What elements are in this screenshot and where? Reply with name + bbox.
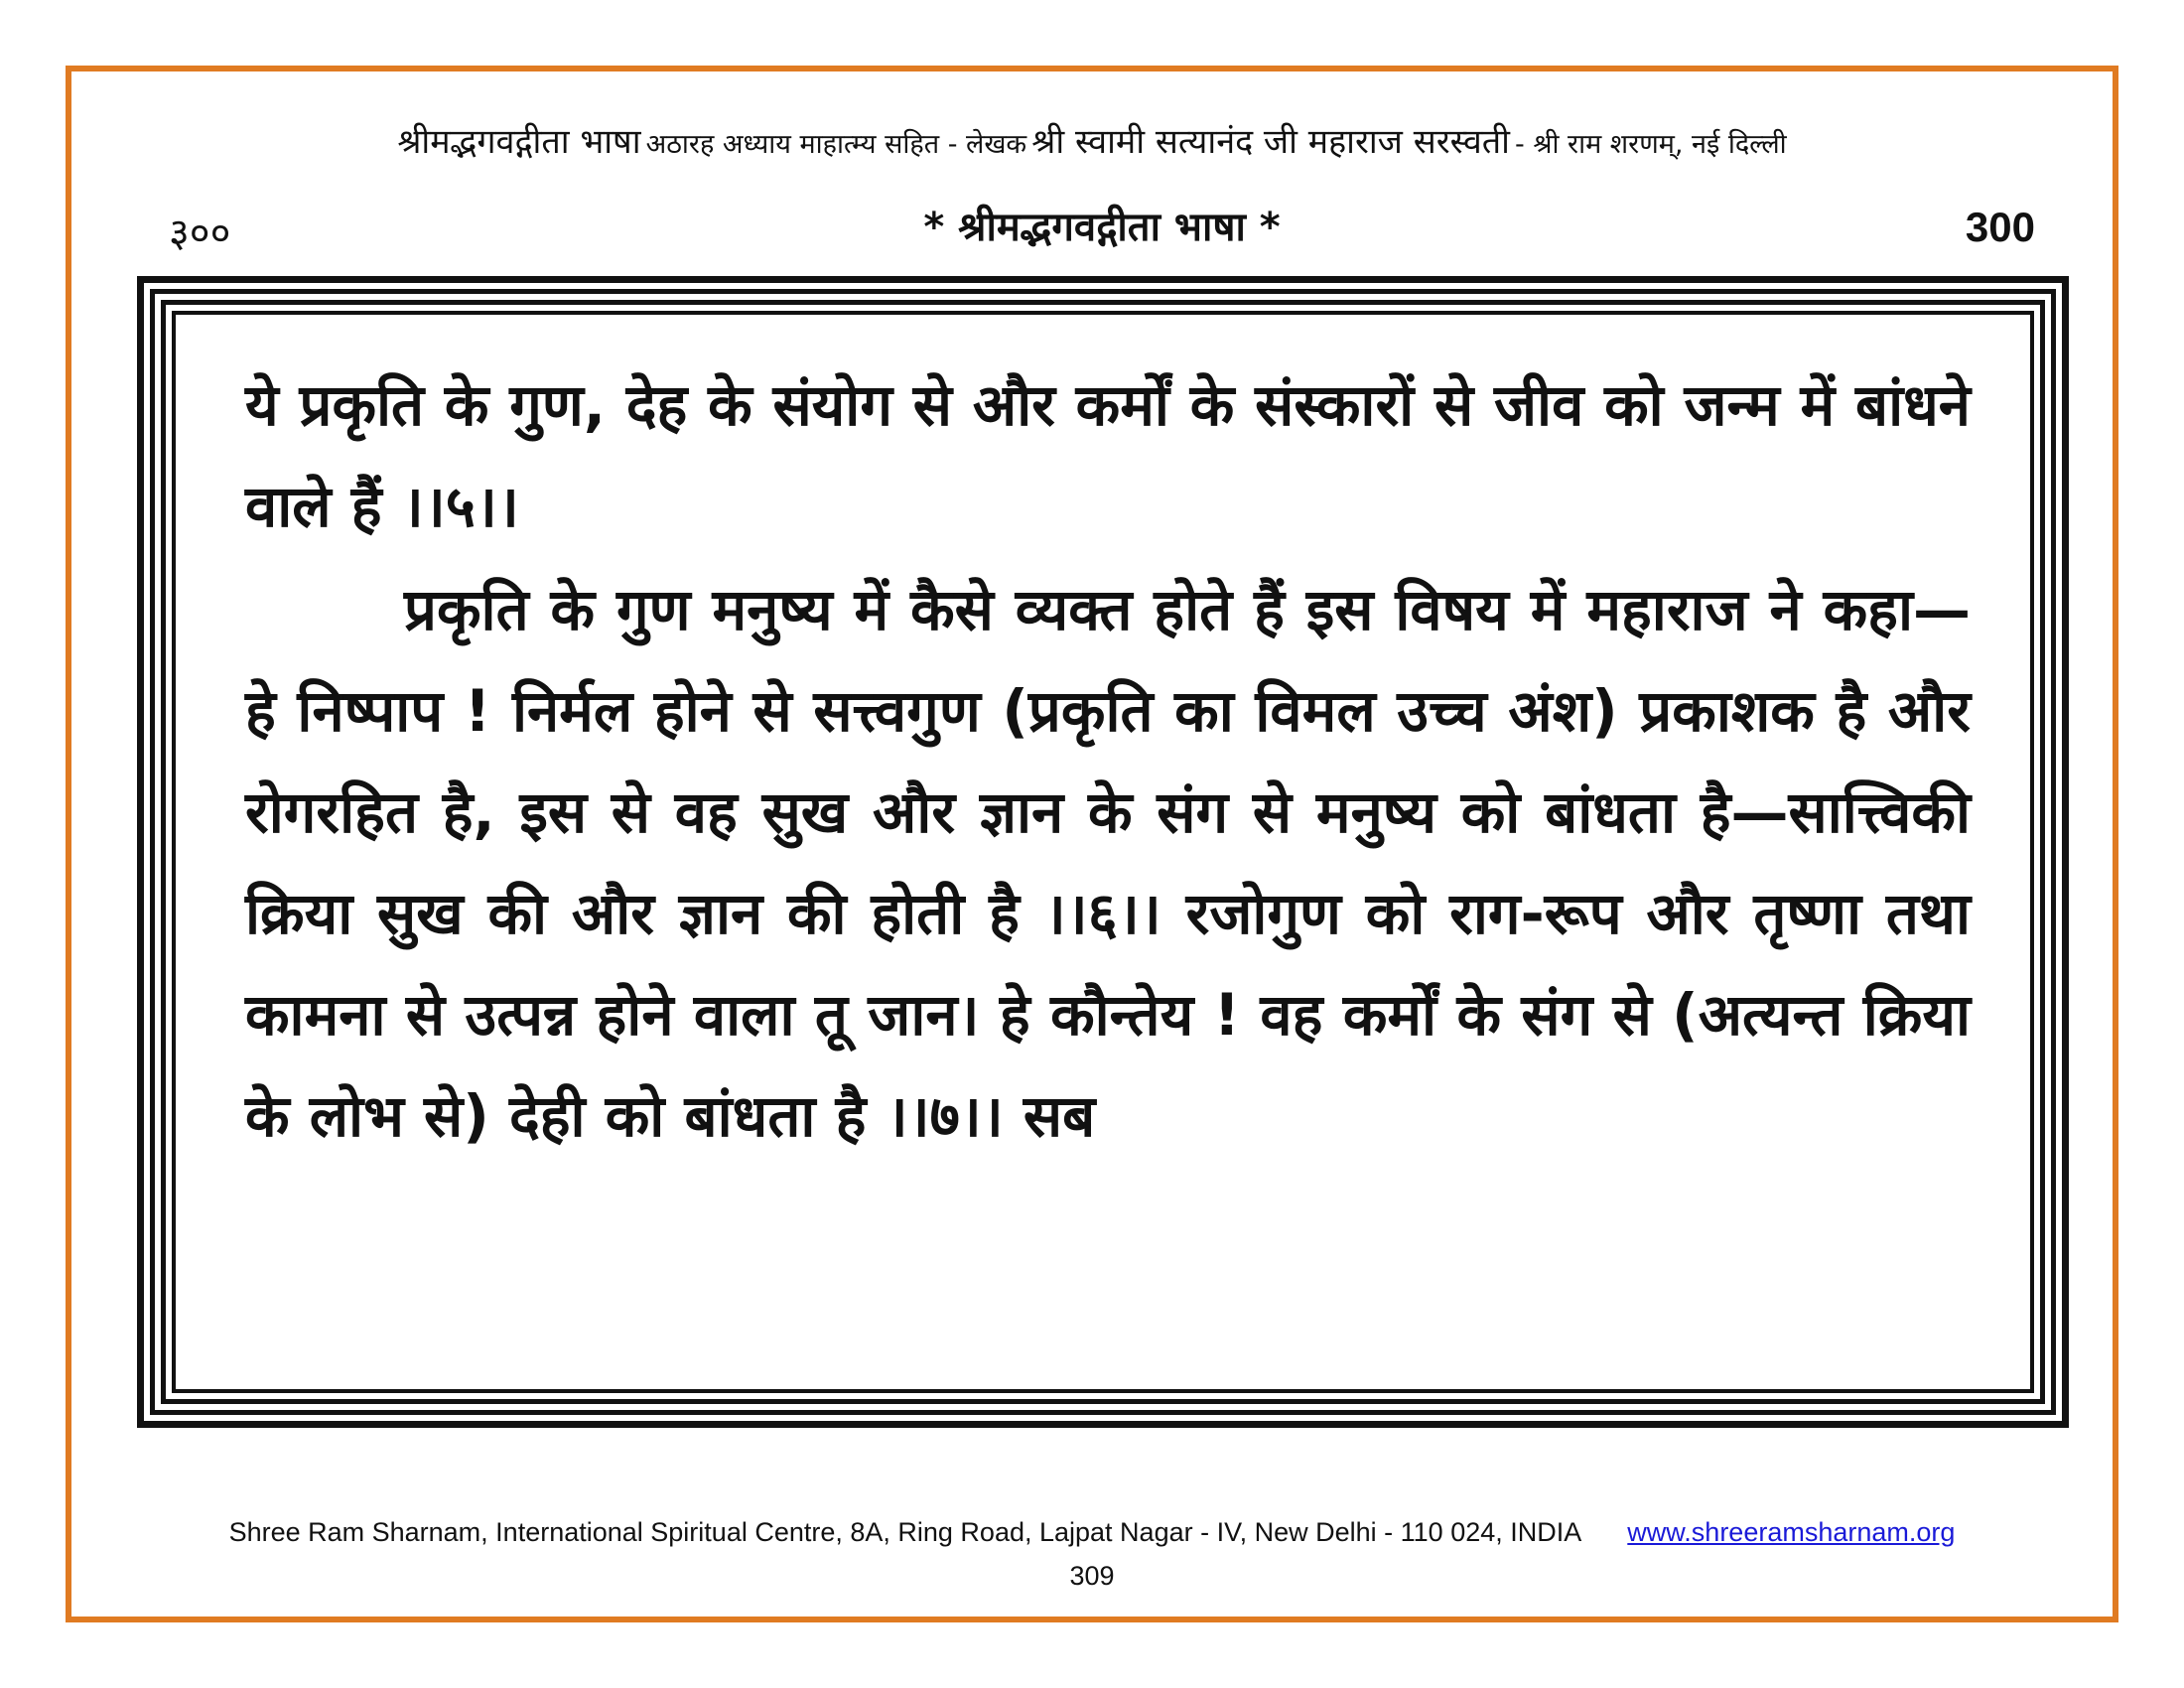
running-title: * श्रीमद्भगवद्गीता भाषा * — [923, 205, 1281, 250]
book-title: श्रीमद्भगवद्गीता भाषा — [397, 122, 641, 162]
footer-address: Shree Ram Sharnam, International Spiritual Centre, 8A, Ring Road, Lajpat Nagar - IV, New Delhi - 110 024, INDIA — [228, 1517, 1580, 1547]
text-box — [172, 311, 2034, 1393]
book-publisher: - श्री राम शरणम्, नई दिल्ली — [1515, 129, 1787, 160]
footer — [129, 1517, 2055, 1548]
running-head — [169, 194, 2035, 256]
page-number-arabic: 300 — [1965, 204, 2035, 250]
book-author: श्री स्वामी सत्यानंद जी महाराज सरस्वती — [1031, 122, 1510, 162]
book-subtitle: अठारह अध्याय माहात्म्य सहित - लेखक — [645, 129, 1027, 160]
page-number: 309 — [1069, 1561, 1115, 1591]
book-header — [129, 117, 2055, 163]
website-link[interactable]: www.shreeramsharnam.org — [1627, 1517, 1956, 1547]
text-box-border — [137, 276, 2069, 1428]
paragraph-1: ये प्रकृति के गुण, देह के संयोग से और कर्मों के संस्कारों से जीव को जन्म में बांधने वाले हैं ।।५।। — [245, 371, 1971, 540]
page-number-devanagari: ३०० — [169, 211, 231, 256]
paragraph-2: प्रकृति के गुण मनुष्य में कैसे व्यक्त होते हैं इस विषय में महाराज ने कहा—हे निष्पाप ! निर्मल होने से सत्त्वगुण (प्रकृति का विमल उच्च अंश) प्रकाशक है और रोगरहित है, इस से वह सुख और ज्ञान के संग से मनुष्य को बांधता है—सात्त्विकी क्रिया सुख की और ज्ञान की होती है ।।६।। रजोगुण को राग-रूप और तृष्णा तथा कामना से उत्पन्न होने वाला तू जान। हे कौन्तेय ! वह कर्मों के संग से (अत्यन्त क्रिया के लोभ से) देही को बांधता है ।।७।। सब — [245, 576, 1971, 1150]
